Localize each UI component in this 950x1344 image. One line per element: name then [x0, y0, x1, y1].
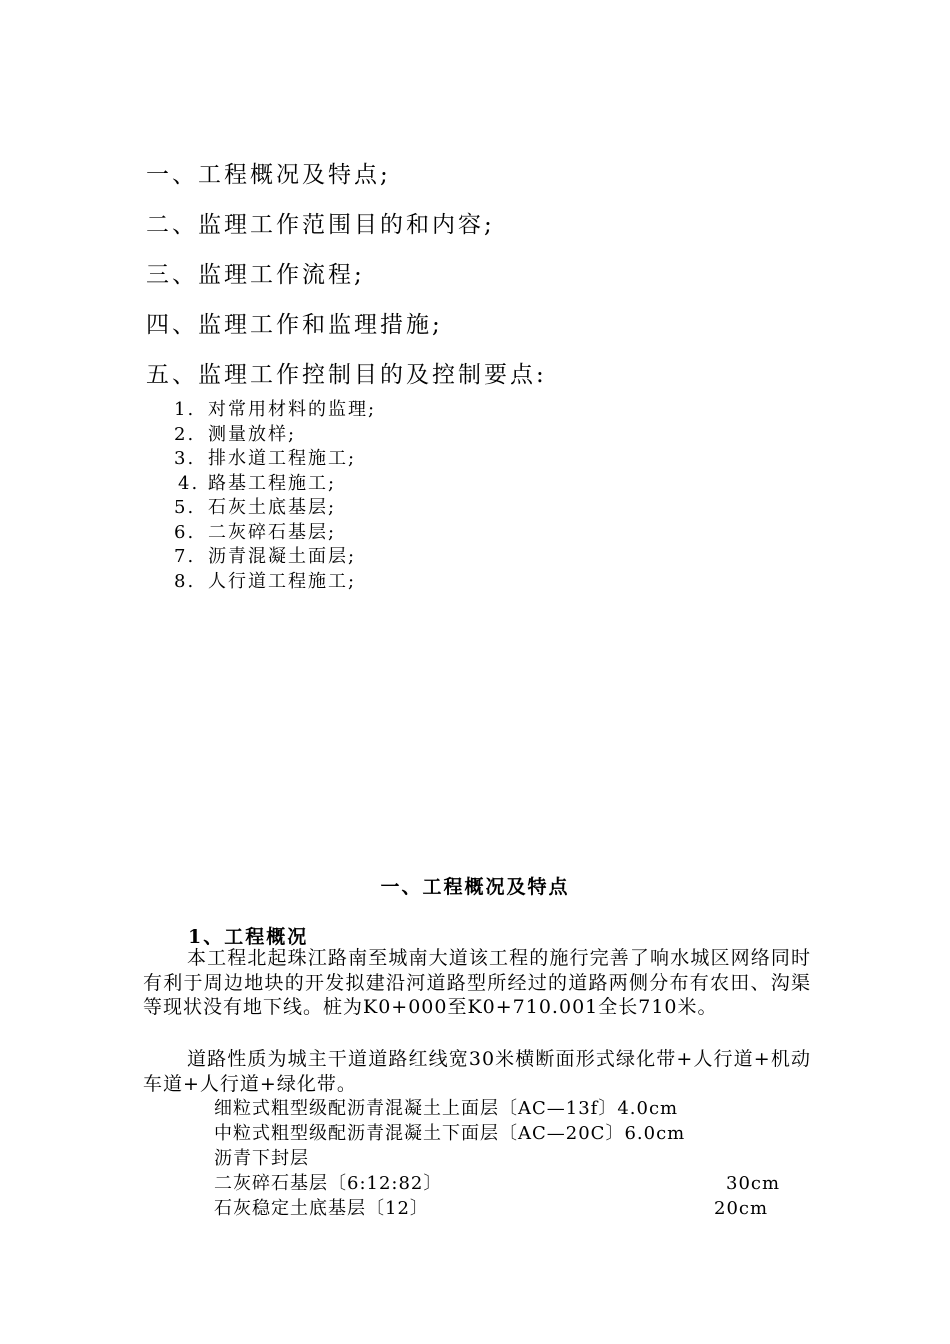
list-item-text: 路基工程施工;: [208, 472, 337, 494]
layer-thickness: 30cm: [726, 1173, 781, 1194]
table-of-contents: [146, 158, 846, 408]
toc-item-5: 五、监理工作控制目的及控制要点:: [146, 362, 547, 388]
list-item-number: 8.: [174, 570, 196, 592]
list-item: [174, 472, 774, 497]
toc-item-2: 二、监理工作范围目的和内容;: [146, 212, 495, 238]
layer-name: 中粒式粗型级配沥青混凝土下面层〔AC—20C〕6.0cm: [214, 1123, 686, 1144]
pavement-layer: [214, 1096, 814, 1121]
toc-item-1: 一、工程概况及特点;: [146, 162, 391, 188]
list-item-number: 4.: [178, 472, 200, 494]
control-points-list: [174, 398, 774, 594]
list-item-number: 2.: [174, 423, 196, 445]
section-title-text: 一、工程概况及特点: [380, 876, 570, 898]
list-item: [174, 570, 774, 595]
list-item: [174, 398, 774, 423]
list-item-number: 6.: [174, 521, 196, 543]
list-item: [174, 521, 774, 546]
layer-name: 石灰稳定土底基层〔12〕: [214, 1198, 429, 1219]
list-item: [174, 496, 774, 521]
layer-thickness: 20cm: [714, 1198, 769, 1219]
list-item-number: 7.: [174, 546, 196, 567]
layer-name: 细粒式粗型级配沥青混凝土上面层〔AC—13f〕4.0cm: [214, 1098, 679, 1119]
section-title: [0, 872, 950, 899]
list-item: [174, 447, 774, 472]
list-item-text: 人行道工程施工;: [208, 570, 357, 592]
list-item-text: 排水道工程施工;: [208, 448, 357, 469]
list-item-number: 5.: [174, 497, 196, 518]
list-item-number: 1.: [174, 399, 196, 420]
pavement-layer: [214, 1146, 814, 1171]
list-item-text: 对常用材料的监理;: [208, 399, 377, 420]
pavement-layers-list: [214, 1096, 814, 1221]
list-item: [174, 545, 774, 570]
list-item-number: 3.: [174, 448, 196, 469]
list-item-text: 二灰碎石基层;: [208, 521, 337, 543]
toc-item-4: 四、监理工作和监理措施;: [146, 312, 443, 338]
layer-name: 沥青下封层: [214, 1148, 309, 1169]
list-item-text: 石灰土底基层;: [208, 497, 337, 518]
list-item-text: 测量放样;: [208, 423, 297, 445]
pavement-layer: [214, 1196, 814, 1221]
paragraph-road-nature: 道路性质为城主干道道路红线宽30米横断面形式绿化带+人行道+机动车道+人行道+绿化带。: [143, 1048, 811, 1095]
toc-item-3: 三、监理工作流程;: [146, 262, 365, 288]
paragraph-overview: 本工程北起珠江路南至城南大道该工程的施行完善了响水城区网络同时有利于周边地块的开发拟建沿河道路型所经过的道路两侧分布有农田、沟渠等现状没有地下线。桩为K0+000至K0+710.001全长710米。: [143, 947, 811, 1018]
pavement-layer: [214, 1171, 814, 1196]
list-item: [174, 423, 774, 448]
layer-name: 二灰碎石基层〔6:12:82〕: [214, 1173, 443, 1194]
subsection-heading: 1、工程概况: [188, 926, 309, 948]
pavement-layer: [214, 1121, 814, 1146]
list-item-text: 沥青混凝土面层;: [208, 546, 357, 567]
